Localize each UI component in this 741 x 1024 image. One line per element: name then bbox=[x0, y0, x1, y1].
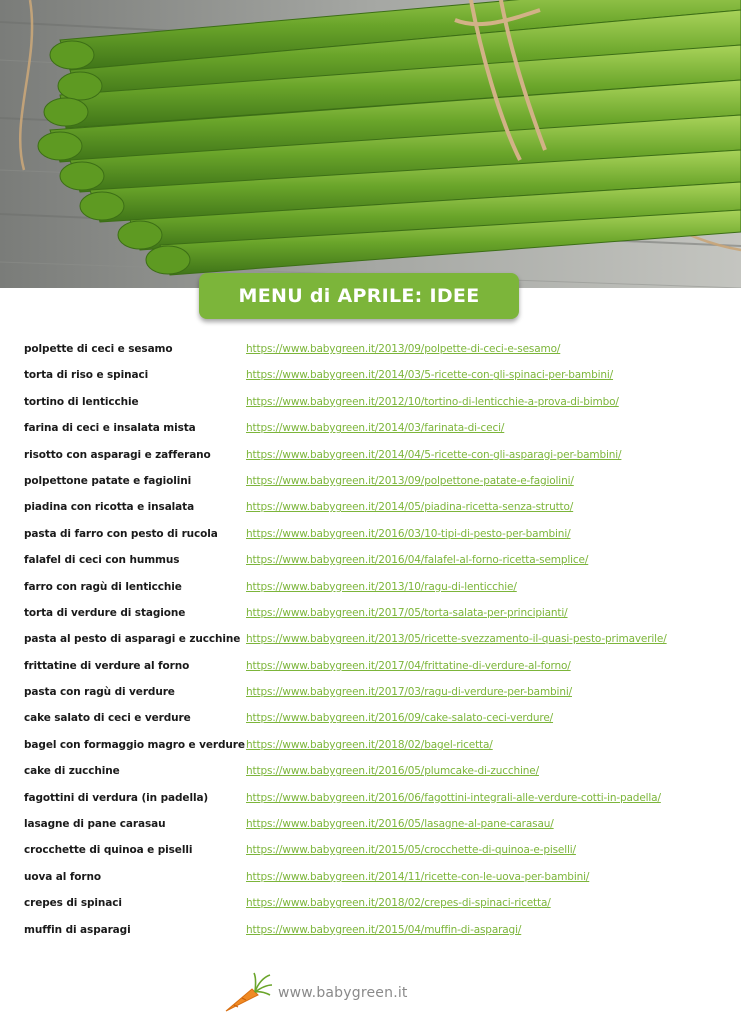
dish-name: muffin di asparagi bbox=[24, 923, 131, 936]
recipe-link[interactable]: https://www.babygreen.it/2016/06/fagottini-integrali-alle-verdure-cotti-in-padella/ bbox=[246, 791, 661, 804]
recipe-link[interactable]: https://www.babygreen.it/2018/02/crepes-di-spinaci-ricetta/ bbox=[246, 897, 551, 910]
dish-name: crocchette di quinoa e piselli bbox=[24, 844, 193, 857]
recipe-link[interactable]: https://www.babygreen.it/2013/05/ricette-svezzamento-il-quasi-pesto-primaverile/ bbox=[246, 633, 667, 646]
asparagus-photo bbox=[0, 0, 741, 288]
dish-name: tortino di lenticchie bbox=[24, 395, 139, 408]
recipe-link[interactable]: https://www.babygreen.it/2013/09/polpette-di-ceci-e-sesamo/ bbox=[246, 343, 561, 355]
recipe-link[interactable]: https://www.babygreen.it/2013/09/polpettone-patate-e-fagiolini/ bbox=[246, 474, 574, 487]
menu-row bbox=[0, 814, 741, 840]
menu-row bbox=[0, 365, 741, 391]
menu-row bbox=[0, 840, 741, 866]
dish-name: farina di ceci e insalata mista bbox=[24, 422, 196, 435]
menu-row bbox=[0, 418, 741, 444]
page-title-banner bbox=[199, 273, 519, 319]
dish-name: polpettone patate e fagiolini bbox=[24, 474, 192, 487]
recipe-link[interactable]: https://www.babygreen.it/2014/11/ricette-con-le-uova-per-bambini/ bbox=[246, 870, 590, 883]
dish-name: pasta con ragù di verdure bbox=[24, 686, 175, 699]
recipe-link[interactable]: https://www.babygreen.it/2016/04/falafel-al-forno-ricetta-semplice/ bbox=[246, 554, 589, 567]
recipe-link[interactable]: https://www.babygreen.it/2014/05/piadina-ricetta-senza-strutto/ bbox=[246, 501, 574, 514]
menu-row bbox=[0, 656, 741, 682]
recipe-link[interactable]: https://www.babygreen.it/2014/04/5-ricette-con-gli-asparagi-per-bambini/ bbox=[246, 448, 622, 461]
recipe-link[interactable]: https://www.babygreen.it/2016/05/lasagne-al-pane-carasau/ bbox=[246, 818, 554, 831]
footer bbox=[222, 970, 408, 1016]
dish-name: lasagne di pane carasau bbox=[24, 818, 166, 831]
menu-row bbox=[0, 682, 741, 708]
dish-name: farro con ragù di lenticchie bbox=[24, 580, 182, 593]
menu-row bbox=[0, 788, 741, 814]
dish-name: pasta di farro con pesto di rucola bbox=[24, 527, 218, 540]
recipe-link[interactable]: https://www.babygreen.it/2018/02/bagel-ricetta/ bbox=[246, 738, 493, 751]
recipe-link[interactable]: https://www.babygreen.it/2016/09/cake-salato-ceci-verdure/ bbox=[246, 712, 554, 725]
menu-row bbox=[0, 577, 741, 603]
dish-name: bagel con formaggio magro e verdure bbox=[24, 738, 245, 751]
recipe-link[interactable]: https://www.babygreen.it/2014/03/5-ricette-con-gli-spinaci-per-bambini/ bbox=[246, 369, 614, 382]
menu-row bbox=[0, 708, 741, 734]
menu-row bbox=[0, 524, 741, 550]
recipe-link[interactable]: https://www.babygreen.it/2013/10/ragu-di-lenticchie/ bbox=[246, 580, 517, 593]
menu-row bbox=[0, 761, 741, 787]
dish-name: cake salato di ceci e verdure bbox=[24, 712, 191, 725]
carrot-icon bbox=[222, 971, 274, 1015]
menu-row bbox=[0, 629, 741, 655]
hero-image bbox=[0, 0, 741, 288]
recipe-link[interactable]: https://www.babygreen.it/2014/03/farinata-di-ceci/ bbox=[246, 422, 505, 435]
dish-name: frittatine di verdure al forno bbox=[24, 659, 190, 672]
recipe-link[interactable]: https://www.babygreen.it/2015/04/muffin-di-asparagi/ bbox=[246, 923, 522, 936]
dish-name: pasta al pesto di asparagi e zucchine bbox=[24, 633, 241, 646]
dish-name: uova al forno bbox=[24, 870, 101, 883]
recipe-link[interactable]: https://www.babygreen.it/2016/03/10-tipi-di-pesto-per-bambini/ bbox=[246, 527, 571, 540]
recipe-link[interactable]: https://www.babygreen.it/2017/03/ragu-di-verdure-per-bambini/ bbox=[246, 686, 572, 699]
menu-row bbox=[0, 603, 741, 629]
dish-name: polpette di ceci e sesamo bbox=[24, 343, 173, 355]
menu-row bbox=[0, 445, 741, 471]
dish-name: cake di zucchine bbox=[24, 765, 120, 778]
dish-name: torta di riso e spinaci bbox=[24, 369, 149, 382]
dish-name: falafel di ceci con hummus bbox=[24, 554, 180, 567]
dish-name: crepes di spinaci bbox=[24, 897, 122, 910]
menu-row bbox=[0, 867, 741, 893]
recipe-link[interactable]: https://www.babygreen.it/2012/10/tortino-di-lenticchie-a-prova-di-bimbo/ bbox=[246, 395, 619, 408]
menu-row bbox=[0, 339, 741, 365]
menu-row bbox=[0, 893, 741, 919]
dish-name: fagottini di verdura (in padella) bbox=[24, 791, 209, 804]
recipe-link[interactable]: https://www.babygreen.it/2016/05/plumcake-di-zucchine/ bbox=[246, 765, 539, 778]
menu-row bbox=[0, 550, 741, 576]
recipe-link[interactable]: https://www.babygreen.it/2015/05/crocchette-di-quinoa-e-piselli/ bbox=[246, 844, 576, 857]
menu-row bbox=[0, 497, 741, 523]
dish-name: torta di verdure di stagione bbox=[24, 606, 186, 619]
footer-site-url[interactable]: www.babygreen.it bbox=[278, 985, 408, 1001]
recipe-link[interactable]: https://www.babygreen.it/2017/04/frittatine-di-verdure-al-forno/ bbox=[246, 659, 571, 672]
recipe-link[interactable]: https://www.babygreen.it/2017/05/torta-salata-per-principianti/ bbox=[246, 606, 568, 619]
menu-list bbox=[0, 339, 741, 946]
menu-row bbox=[0, 392, 741, 418]
menu-row bbox=[0, 735, 741, 761]
dish-name: risotto con asparagi e zafferano bbox=[24, 448, 211, 461]
menu-row bbox=[0, 920, 741, 946]
page-title: MENU di APRILE: IDEE bbox=[238, 285, 480, 307]
dish-name: piadina con ricotta e insalata bbox=[24, 501, 195, 514]
menu-row bbox=[0, 471, 741, 497]
